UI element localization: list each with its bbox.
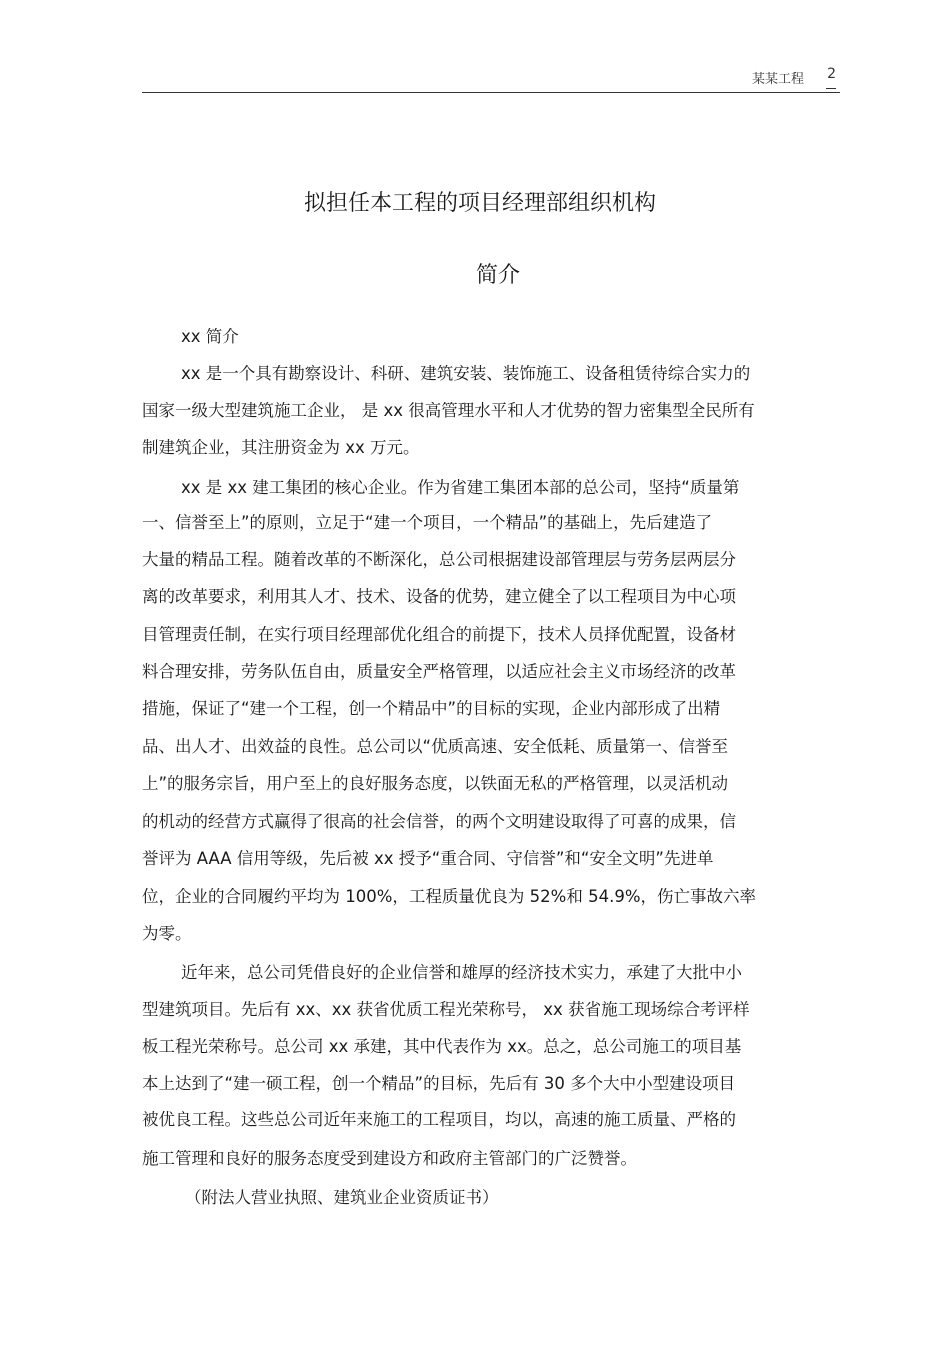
- paragraph-line: 大量的精品工程。随着改革的不断深化，总公司根据建设部管理层与劳务层两层分: [142, 550, 736, 569]
- page-number: 2: [827, 66, 836, 82]
- page-header: [142, 66, 840, 93]
- paragraph-line: 品、出人才、出效益的良性。总公司以“优质高速、安全低耗、质量第一、信誉至: [142, 737, 729, 756]
- document-title-continued: 简介: [475, 263, 520, 288]
- paragraph-line: 誉评为 AAA 信用等级，先后被 xx 授予“重合同、守信誉”和“安全文明”先进单: [142, 849, 714, 868]
- paragraph-line: 离的改革要求，利用其人才、技术、设备的优势，建立健全了以工程项目为中心项: [142, 587, 736, 606]
- attachment-note: （附法人营业执照、建筑业企业资质证书）: [185, 1188, 499, 1207]
- paragraph-line: xx 是一个具有勘察设计、科研、建筑安装、装饰施工、设备租赁待综合实力的: [181, 364, 751, 383]
- header-title: 某某工程: [751, 72, 804, 87]
- document-title: 拟担任本工程的项目经理部组织机构: [303, 191, 656, 216]
- paragraph-line: 措施，保证了“建一个工程，创一个精品中”的目标的实现，企业内部形成了出精: [142, 699, 721, 718]
- paragraph-line: 目管理责任制，在实行项目经理部优化组合的前提下，技术人员择优配置，设备材: [142, 625, 736, 644]
- paragraph-line: 板工程光荣称号。总公司 xx 承建，其中代表作为 xx。总之，总公司施工的项目基: [142, 1037, 742, 1056]
- page-number-underline: [826, 88, 836, 89]
- paragraph-line: 料合理安排，劳务队伍自由，质量安全严格管理，以适应社会主义市场经济的改革: [142, 662, 736, 681]
- paragraph-line: 本上达到了“建一硕工程，创一个精品”的目标，先后有 30 多个大中小型建设项目: [142, 1074, 736, 1093]
- paragraph-line: 施工管理和良好的服务态度受到建设方和政府主管部门的广泛赞誉。: [142, 1149, 637, 1168]
- paragraph-line: 型建筑项目。先后有 xx、xx 获省优质工程光荣称号， xx 获省施工现场综合考评样: [142, 1000, 750, 1019]
- section-heading: xx 简介: [181, 327, 239, 346]
- paragraph-line: 的机动的经营方式赢得了很高的社会信誉，的两个文明建设取得了可喜的成果，信: [142, 812, 736, 831]
- paragraph-line: 为零。: [142, 924, 192, 943]
- paragraph-line: 一、信誉至上”的原则，立足于“建一个项目，一个精品”的基础上，先后建造了: [142, 513, 713, 532]
- paragraph-line: 被优良工程。这些总公司近年来施工的工程项目，均以，高速的施工质量、严格的: [142, 1110, 736, 1129]
- paragraph-line: 制建筑企业，其注册资金为 xx 万元。: [142, 438, 420, 457]
- paragraph-line: xx 是 xx 建工集团的核心企业。作为省建工集团本部的总公司，坚持“质量第: [181, 478, 740, 497]
- paragraph-line: 近年来，总公司凭借良好的企业信誉和雄厚的经济技术实力，承建了大批中小: [181, 963, 742, 982]
- paragraph-line: 上”的服务宗旨，用户至上的良好服务态度，以铁面无私的严格管理，以灵活机动: [142, 774, 729, 793]
- paragraph-line: 国家一级大型建筑施工企业， 是 xx 很高管理水平和人才优势的智力密集型全民所有: [142, 401, 755, 420]
- paragraph-line: 位，企业的合同履约平均为 100%，工程质量优良为 52%和 54.9%，伤亡事故六率: [142, 887, 756, 906]
